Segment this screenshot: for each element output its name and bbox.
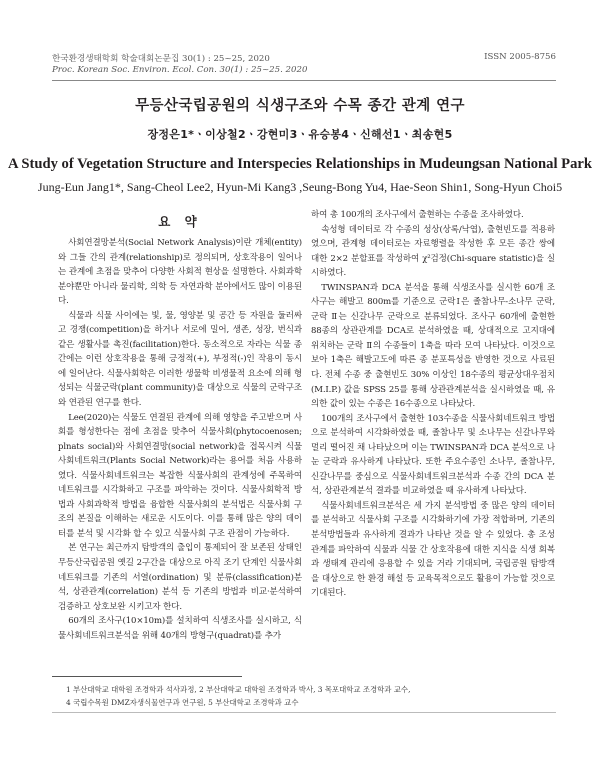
korean-title: 무등산국립공원의 식생구조와 수목 종간 관계 연구	[135, 98, 465, 114]
korean-authors: 장정은1*ㆍ이상철2ㆍ강현미3ㆍ유승봉4ㆍ신해선1ㆍ최송현5	[147, 128, 453, 141]
journal-header-en: Proc. Korean Soc. Environ. Ecol. Con. 30(1) : 25~25. 2020	[52, 65, 308, 75]
header-rule	[52, 80, 556, 81]
paragraph-right-5: 식물사회네트워크분석은 세 가지 분석방법 중 많은 양의 데이터를 분석하고 식물사회 구조를 시각화하기에 가장 적합하며, 기존의 분석방법들과 유사하게 결과가 나타난 것을 알 수 있었다. 총 조성 관계를 파악하여 식물과 식물 간 상호작용에 대한 지식을 식생 회복과 생태계 관리에 응용할 수 있을 거라 기대되며, 국립공원 탐방객을 대상으로 한 환경 해설 등 교육목적으로도 활용이 가능할 것으로 기대된다.	[311, 500, 555, 599]
paragraph-left-1: 사회연결망분석(Social Network Analysis)이란 개체(entity)와 그들 간의 관계(relationship)로 정의되며, 상호작용이 일어나는 관계에 초점을 맞추어 다양한 사회적 현상을 설명한다. 사회과학 분야뿐만 아니라 물리학, 의학 등 자연과학 분야에서도 많이 이용된다.	[58, 238, 302, 307]
paragraph-left-5: 60개의 조사구(10×10m)를 설치하여 식생조사를 실시하고, 식물사회네트워크분석을 위해 40개의 방형구(quadrat)를 추가	[58, 616, 302, 641]
paragraph-right-4: 100개의 조사구에서 출현한 103수종을 식물사회네트워크 방법으로 분석하여 시각화하였을 때, 졸참나무 및 소나무는 신갈나무와 멀리 떨어진 채 나타났으며 이는 TWINSPAN과 DCA 분석으로 나눈 군락과 유사하게 나타났다. 또한 주요수종인 소나무, 졸참나무, 신갈나무를 중심으로 식물사회네트워크분석과 수종 간의 DCA 분석, 상관관계분석 결과를 비교하였을 때 유사하게 나타났다.	[311, 413, 555, 497]
issn: ISSN 2005-8756	[484, 52, 556, 62]
right-column	[311, 208, 555, 601]
footnote-rule	[52, 676, 242, 677]
journal-header-ko: 한국환경생태학회 학술대회논문집 30(1) : 25~25, 2020	[52, 54, 270, 64]
left-column	[58, 214, 302, 643]
paragraph-left-4: 본 연구는 최근까지 탐방객의 출입이 통제되어 잘 보존된 상태인 무등산국립공원 옛길 2구간을 대상으로 아직 조기 단계인 식물사회네트워크를 기존의 서열(ordination) 및 분류(classification)분석, 상관관계(correlation) 분석 등 기존의 방법과 비교·분석하여 검증하고 상호보완 시키고자 한다.	[58, 543, 302, 612]
english-title: A Study of Vegetation Structure and Interspecies Relationships in Mudeungsan National Park	[8, 156, 592, 172]
paragraph-right-1: 하여 총 100개의 조사구에서 출현하는 수종을 조사하였다.	[311, 210, 524, 220]
english-authors: Jung-Eun Jang1*, Sang-Cheol Lee2, Hyun-Mi Kang3 ,Seung-Bong Yu4, Hae-Seon Shin1, Song-Hyun Choi5	[37, 180, 563, 194]
paragraph-left-3: Lee(2020)는 식물도 연결된 관계에 의해 영향을 주고받으며 사회를 형성한다는 점에 초점을 맞추어 식물사회(phytocoenosen; plnats social)와 사회연결망(social network)을 접목시켜 식물사회네트워크(Plants Social Network)라는 용어를 처음 사용하였다. 식물사회네트워크는 복잡한 식물사회의 관계성에 주목하여 네트워크를 시각화하고 구조를 파악하는 것이다. 식물사회학적 방법과 사회과학적 방법을 융합한 식물사회의 분석법은 식물사회 구조의 본질을 이해하는 새로운 시도이다. 이를 통해 많은 양의 데이터를 분석 및 시각화 할 수 있고 식물사회 구조 관점이 가능하다.	[58, 412, 302, 539]
footnote-line-1: 1 부산대학교 대학원 조경학과 석사과정, 2 부산대학교 대학원 조경학과 박사, 3 목포대학교 조경학과 교수,	[66, 685, 411, 694]
paragraph-left-2: 식물과 식물 사이에는 빛, 물, 영양분 및 공간 등 자원을 둘러싸고 경쟁(competition)을 하거나 서로에 밀어, 생존, 성장, 번식과 같은 생활사를 촉진(facilitation)한다. 동소적으로 자라는 식물 종간에는 이런 상호작용을 통해 긍정적(+), 부정적(-)인 작용이 동시에 일어난다. 식물사회학은 이러한 생물학 비생물적 요소에 의해 형성되는 식물군락(plant community)을 대상으로 식물의 군락구조와 연관된 연구를 한다.	[58, 310, 302, 409]
paragraph-right-3: TWINSPAN과 DCA 분석을 통해 식생조사를 실시한 60개 조사구는 해발고 800m를 기준으로 군락Ⅰ은 졸참나무-소나무 군락, 군락 Ⅱ는 신갈나무 군락으로 분류되었다. 조사구 60개에 출현한 88종의 상관관계를 DCA로 분석하였을 때, 상대적으로 고지대에 위치하는 군락 Ⅱ의 수종들이 1축을 따라 모여 나타났다. 이것으로 보아 1축은 해발고도에 따른 종 분포특성을 반영한 것으로 사료된다. 전체 수종 중 출현빈도 30% 이상인 18수종의 평균상대우점치(M.I.P.) 값을 SPSS 25를 통해 상관관계분석을 실시하였을 때, 유의한 값이 있는 수종은 16수종으로 나타났다.	[311, 282, 555, 410]
footer-rule	[52, 712, 556, 713]
footnote-line-2: 4 국립수목원 DMZ자생식물연구과 연구원, 5 부산대학교 조경학과 교수	[66, 698, 299, 707]
paragraph-right-2: 속성형 데이터로 각 수종의 성상(상록/낙엽), 출현빈도를 적용하였으며, 관계형 데이터로는 자료행렬을 작성한 후 모든 종간 쌍에 대한 2×2 분할표를 작성하여 χ²검정(Chi-square statistic)을 실시하였다.	[311, 224, 555, 279]
abstract-heading: 요 약	[158, 214, 202, 229]
